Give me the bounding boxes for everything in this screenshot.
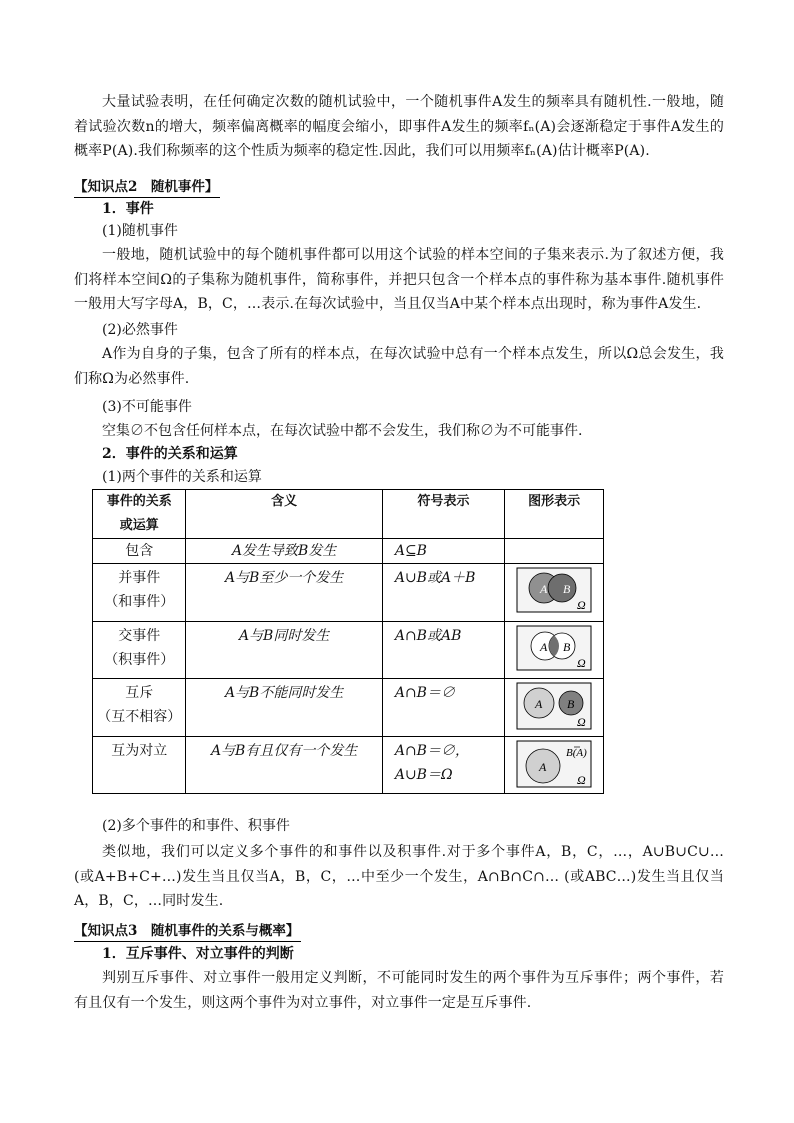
set-b-label: B xyxy=(563,582,571,596)
table-header-row xyxy=(93,490,604,539)
knowledge-point-2-title: 【知识点2 随机事件】 xyxy=(74,178,220,198)
meaning-text: A与B至少一个发生 xyxy=(224,570,344,586)
figure-cell xyxy=(505,564,604,622)
set-a-label: A xyxy=(540,640,548,654)
meaning-cell xyxy=(186,679,382,737)
mutually-exclusive-venn-diagram xyxy=(516,682,592,730)
complementary-venn-diagram xyxy=(516,740,592,788)
symbol-cell xyxy=(382,539,504,564)
relation-name-cell xyxy=(93,622,186,679)
complement-label: B(A) xyxy=(566,747,587,759)
symbol-text: A∪B或A＋B xyxy=(394,570,476,586)
symbol-cell xyxy=(382,622,504,679)
symbol-text: A∩B＝∅， xyxy=(394,743,469,759)
header-figure: 图形表示 xyxy=(505,490,604,539)
symbol-cell xyxy=(382,564,504,622)
judgement-paragraph: 判别互斥事件、对立事件一般用定义判断，不可能同时发生的两个事件为互斥事件；两个事件，若有且仅有一个发生，则这两个事件为对立事件，对立事件一定是互斥事件. xyxy=(74,970,724,1011)
relation-name-cell xyxy=(93,679,186,737)
symbol-cell xyxy=(382,737,504,794)
table-row xyxy=(93,679,604,737)
set-a-label: A xyxy=(535,697,543,711)
intersection-venn-diagram xyxy=(516,625,592,671)
table-row xyxy=(93,539,604,564)
symbol-text: A⊆B xyxy=(394,543,427,559)
section-events-title: 1．事件 xyxy=(102,201,154,217)
event-relations-table xyxy=(92,489,604,794)
table-row xyxy=(93,564,604,622)
figure-cell xyxy=(505,622,604,679)
symbol-text: A∩B或AB xyxy=(394,628,462,644)
random-event-subtitle: (1)随机事件 xyxy=(102,223,178,239)
header-relation xyxy=(93,490,186,539)
union-venn-diagram xyxy=(516,567,592,613)
multi-event-subtitle: (2)多个事件的和事件、积事件 xyxy=(102,818,290,834)
omega-label: Ω xyxy=(577,598,586,612)
meaning-text: A发生导致B发生 xyxy=(231,543,337,559)
symbol-text: A∩B＝∅ xyxy=(394,685,455,701)
set-b-label: B xyxy=(567,697,575,711)
relation-name: 交事件 xyxy=(118,628,161,644)
relation-name-cell xyxy=(93,737,186,794)
meaning-text: A与B有且仅有一个发生 xyxy=(210,743,358,759)
header-relation-line2: 或运算 xyxy=(119,518,159,533)
random-event-paragraph: 一般地，随机试验中的每个随机事件都可以用这个试验的样本空间的子集来表示.为了叙述方便，我们将样本空间Ω的子集称为随机事件，简称事件，并把只包含一个样本点的事件称为基本事件.随机事件一般用大写字母A，B，C，…表示.在每次试验中，当且仅当A中某个样本点出现时，称为事件A发生. xyxy=(74,247,724,312)
omega-label: Ω xyxy=(577,773,586,787)
figure-cell-empty xyxy=(505,539,604,564)
header-meaning: 含义 xyxy=(186,490,382,539)
relation-name-cell xyxy=(93,564,186,622)
knowledge-point-3-title: 【知识点3 随机事件的关系与概率】 xyxy=(74,922,301,942)
relation-name: 包含 xyxy=(125,543,154,559)
omega-label: Ω xyxy=(577,656,586,670)
figure-cell xyxy=(505,737,604,794)
relation-name: 并事件 xyxy=(118,570,161,586)
multi-event-paragraph: 类似地，我们可以定义多个事件的和事件以及积事件.对于多个事件A，B，C，…，A∪B∪C∪… (或A+B+C+…)发生当且仅当A，B，C，…中至少一个发生，A∩B∩C∩… (或ABC…)发生当且仅当A，B，C，…同时发生. xyxy=(74,844,724,909)
certain-event-subtitle: (2)必然事件 xyxy=(102,322,178,338)
set-b-label: B xyxy=(563,640,571,654)
set-a-label: A xyxy=(540,582,548,596)
table-row xyxy=(93,622,604,679)
meaning-text: A与B不能同时发生 xyxy=(224,685,344,701)
omega-label: Ω xyxy=(577,715,586,729)
certain-event-paragraph: A作为自身的子集，包含了所有的样本点，在每次试验中总有一个样本点发生，所以Ω总会发生，我们称Ω为必然事件. xyxy=(74,346,724,387)
header-symbol: 符号表示 xyxy=(382,490,504,539)
relation-alias: （积事件） xyxy=(104,652,175,668)
relation-alias: （互不相容） xyxy=(97,709,182,725)
relation-alias: （和事件） xyxy=(104,594,175,610)
meaning-cell xyxy=(186,539,382,564)
section-relations-title: 2．事件的关系和运算 xyxy=(102,446,238,462)
meaning-cell xyxy=(186,564,382,622)
header-relation-line1: 事件的关系 xyxy=(106,494,172,509)
intro-paragraph: 大量试验表明，在任何确定次数的随机试验中，一个随机事件A发生的频率具有随机性.一般地，随着试验次数n的增大，频率偏离概率的幅度会缩小，即事件A发生的频率fₙ(A)会逐渐稳定于事件A发生的概率P(A).我们称频率的这个性质为频率的稳定性.因此，我们可以用频率fₙ(A)估计概率P(A). xyxy=(74,94,724,159)
impossible-event-subtitle: (3)不可能事件 xyxy=(102,399,192,415)
meaning-cell xyxy=(186,737,382,794)
relation-name: 互为对立 xyxy=(111,743,168,759)
meaning-text: A与B同时发生 xyxy=(238,628,330,644)
meaning-cell xyxy=(186,622,382,679)
set-a-label: A xyxy=(539,760,547,774)
table-row xyxy=(93,737,604,794)
symbol-text-line2: A∪B＝Ω xyxy=(394,767,453,783)
table-caption: (1)两个事件的关系和运算 xyxy=(102,469,262,485)
symbol-cell xyxy=(382,679,504,737)
relation-name: 互斥 xyxy=(125,685,154,701)
relation-name-cell xyxy=(93,539,186,564)
section-judgement-title: 1．互斥事件、对立事件的判断 xyxy=(102,946,294,962)
impossible-event-text: 空集∅不包含任何样本点，在每次试验中都不会发生，我们称∅为不可能事件. xyxy=(102,423,583,439)
figure-cell xyxy=(505,679,604,737)
